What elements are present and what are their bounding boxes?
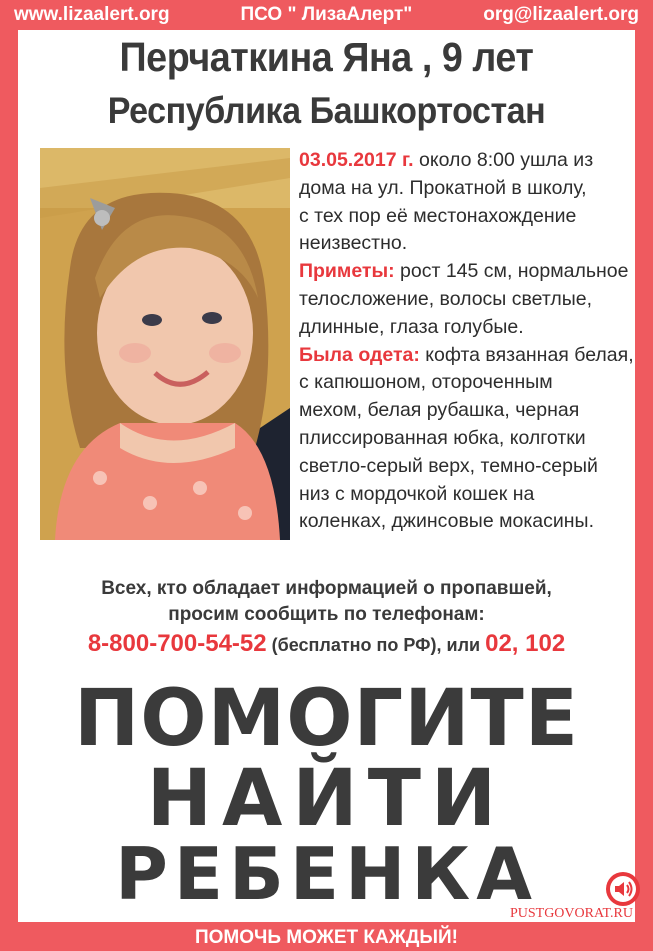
description-line: Была одета: кофта вязанная белая, [299,343,634,366]
portrait-illustration [40,148,290,540]
hotline-phone[interactable]: 8-800-700-54-52 [87,630,267,657]
description-line: светло-серый верх, темно-серый [299,454,598,477]
speaker-logo-icon [605,871,641,907]
phone-note: (бесплатно по РФ), или [266,635,486,655]
description-line: мехом, белая рубашка, черная [299,399,580,422]
description-line: плиссированная юбка, колготки [299,426,586,449]
region-title: Республика Башкортостан [107,90,546,131]
description-line: длинные, глаза голубые. [299,315,524,338]
description-line: дома на ул. Прокатной в школу, [299,176,587,199]
appeal-line: Всех, кто обладает информацией о пропавшей, [101,578,552,599]
description-line: неизвестно. [299,232,408,255]
phone-line [0,630,653,658]
organization-name: ПСО " ЛизаАлерт" [240,4,413,25]
slogan-find: НАЙТИ [146,754,507,844]
disappearance-date: 03.05.2017 г. [299,149,414,171]
description-block [299,147,644,536]
website-link[interactable]: www.lizaalert.org [14,4,170,25]
description-line: телосложение, волосы светлые, [299,287,592,310]
missing-person-name: Перчаткина Яна , 9 лет [119,34,534,80]
footer-slogan: ПОМОЧЬ МОЖЕТ КАЖДЫЙ! [194,927,459,948]
email-link[interactable]: org@lizaalert.org [483,4,639,25]
watermark-text: PUSTGOVORAT.RU [509,906,633,921]
missing-person-photo [40,148,290,540]
slogan-child: РЕБЕНКА [115,832,538,916]
description-line: коленках, джинсовые мокасины. [299,510,594,533]
description-line: с капюшоном, отороченным [299,371,553,394]
emergency-numbers[interactable]: 02, 102 [485,630,566,657]
appeal-text [0,576,653,628]
description-line: 03.05.2017 г. около 8:00 ушла из [299,149,594,171]
poster-header [0,0,653,30]
description-line: с тех пор её местонахождение [299,204,577,227]
appeal-line: просим сообщить по телефонам: [168,604,485,625]
description-line: низ с мордочкой кошек на [299,482,535,505]
dressed-label: Была одета: [299,343,420,366]
signs-label: Приметы: [299,260,395,283]
slogan-help: ПОМОГИТЕ [74,674,579,764]
description-line: Приметы: рост 145 см, нормальное [299,260,629,283]
